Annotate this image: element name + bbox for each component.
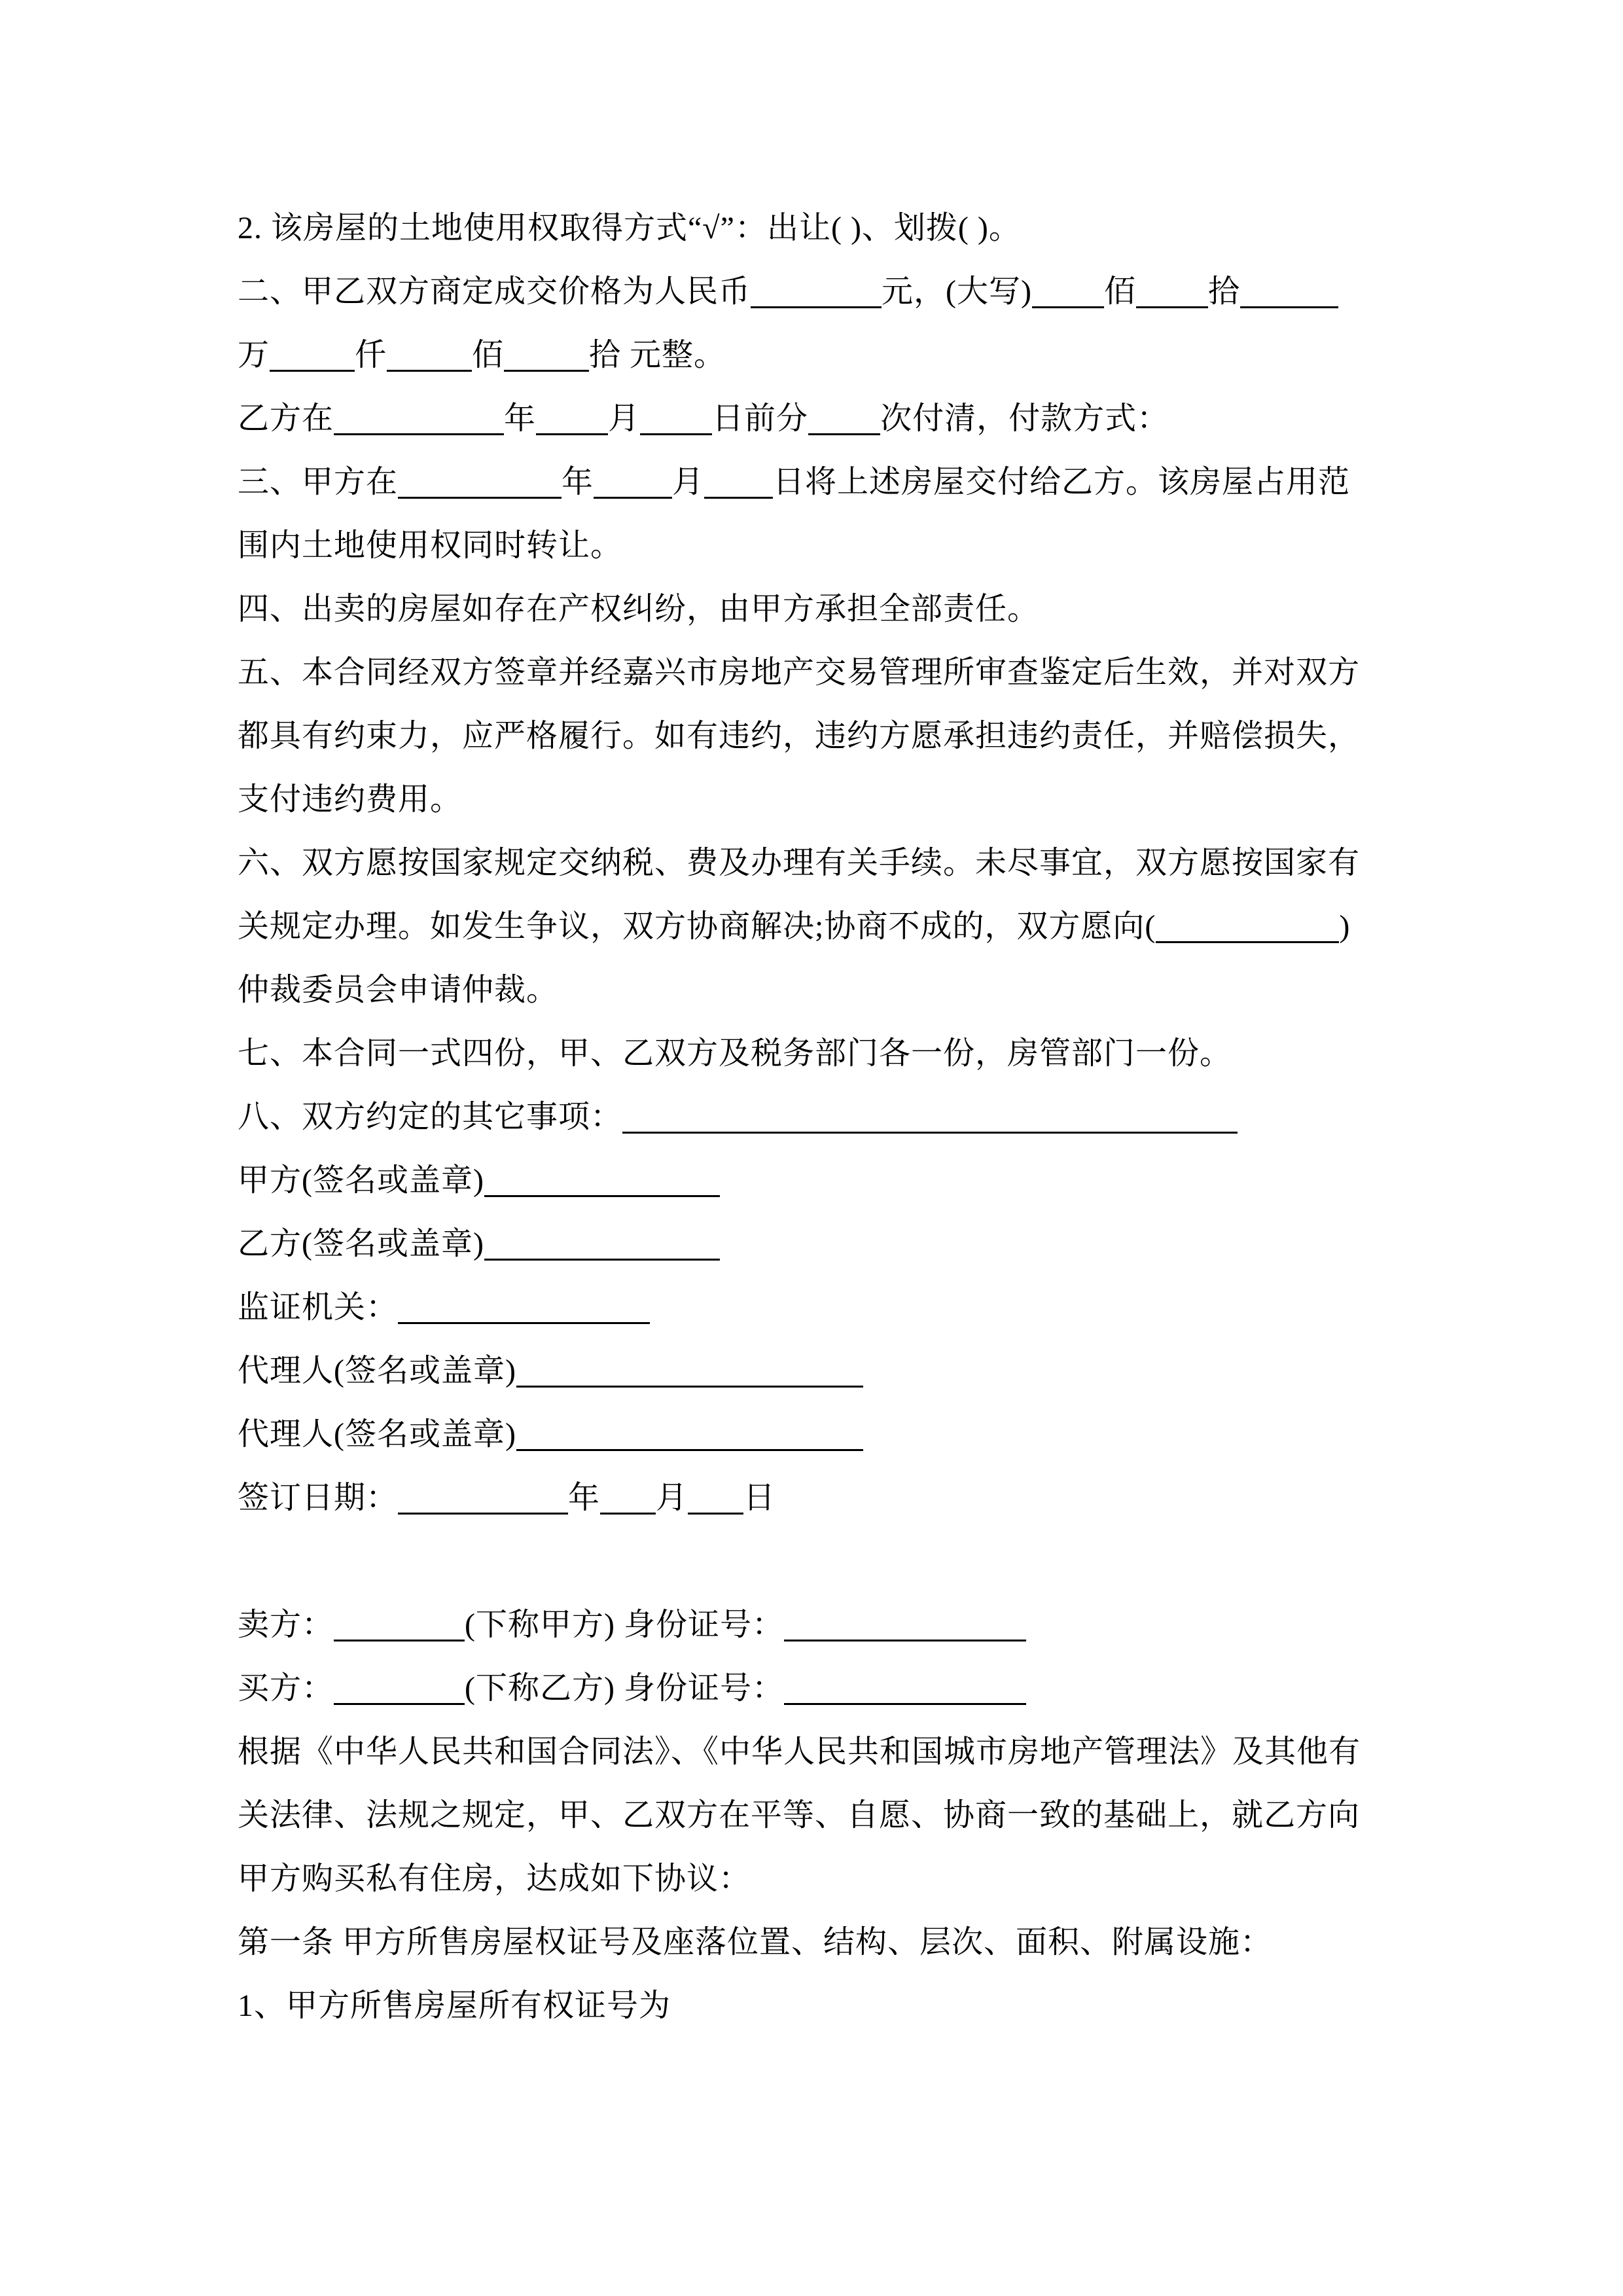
text-run: 拾 元整。 <box>589 338 726 372</box>
text-run: 关法律、法规之规定，甲、乙双方在平等、自愿、协商一致的基础上，就乙方向 <box>238 1798 1361 1833</box>
fill-in-blank <box>398 1293 650 1324</box>
text-run: 佰 <box>1104 274 1137 309</box>
fill-in-blank <box>484 1166 720 1197</box>
text-run: 1、甲方所售房屋所有权证号为 <box>238 1988 671 2023</box>
article-1-heading <box>238 1910 1416 1974</box>
text-run: 月 <box>672 465 705 499</box>
clause-3-delivery-line-1 <box>238 450 1416 514</box>
text-run: 支付违约费用。 <box>238 782 463 817</box>
fill-in-blank <box>504 341 589 372</box>
fill-in-blank <box>536 404 608 435</box>
party-b-signature <box>238 1212 1416 1276</box>
fill-in-blank <box>334 404 504 435</box>
fill-in-blank <box>334 1674 465 1705</box>
clause-5-line-3 <box>238 768 1416 831</box>
fill-in-blank <box>704 468 773 499</box>
text-run: 拾 <box>1208 274 1241 309</box>
fill-in-blank <box>622 1103 1238 1134</box>
item-2-land-use-method <box>238 196 1416 260</box>
text-run: (下称甲方) 身份证号： <box>465 1607 784 1642</box>
fill-in-blank <box>334 1611 465 1641</box>
fill-in-blank <box>600 1484 656 1515</box>
clause-8-other-matters <box>238 1085 1416 1149</box>
text-run: 月 <box>656 1480 688 1515</box>
fill-in-blank <box>1156 912 1339 943</box>
party-a-signature <box>238 1149 1416 1212</box>
text-run: 年 <box>562 465 594 499</box>
preamble-line-3 <box>238 1847 1416 1910</box>
fill-in-blank <box>516 1357 863 1388</box>
text-run: 五、本合同经双方签章并经嘉兴市房地产交易管理所审查鉴定后生效，并对双方 <box>238 655 1361 690</box>
agent-signature-2 <box>238 1403 1416 1466</box>
text-run: 甲方(签名或盖章) <box>238 1163 484 1198</box>
text-run: 六、双方愿按国家规定交纳税、费及办理有关手续。未尽事宜，双方愿按国家有 <box>238 846 1361 880</box>
buyer-info <box>238 1657 1416 1720</box>
text-run: 第一条 甲方所售房屋权证号及座落位置、结构、层次、面积、附属设施： <box>238 1925 1273 1960</box>
preamble-line-1 <box>238 1720 1416 1784</box>
fill-in-blank <box>398 1484 568 1515</box>
text-run: 买方： <box>238 1671 334 1706</box>
text-run: 八、双方约定的其它事项： <box>238 1100 623 1134</box>
text-run: 都具有约束力，应严格履行。如有违约，违约方愿承担违约责任，并赔偿损失， <box>238 719 1361 753</box>
text-run: 甲方购买私有住房，达成如下协议： <box>238 1861 751 1896</box>
text-run: (下称乙方) 身份证号： <box>465 1671 784 1706</box>
seller-info <box>238 1593 1416 1657</box>
fill-in-blank <box>270 341 355 372</box>
fill-in-blank <box>387 341 472 372</box>
article-1-item-1 <box>238 1974 1416 2037</box>
clause-6-line-2 <box>238 895 1416 958</box>
text-run: 监证机关： <box>238 1290 399 1325</box>
text-run: 月 <box>608 401 641 436</box>
blank-line <box>238 1530 1416 1593</box>
text-run: 三、甲方在 <box>238 465 399 499</box>
clause-5-line-2 <box>238 704 1416 768</box>
text-run: 代理人(签名或盖章) <box>238 1417 516 1452</box>
text-run: 日 <box>743 1480 776 1515</box>
signing-date <box>238 1466 1416 1530</box>
fill-in-blank <box>688 1484 743 1515</box>
text-run: 2. 该房屋的土地使用权取得方式“√”：出让( )、划拨( )。 <box>238 211 1021 245</box>
fill-in-blank <box>484 1230 720 1261</box>
clause-2-price-line-1 <box>238 260 1416 323</box>
text-run: 次付清，付款方式： <box>880 401 1169 436</box>
fill-in-blank <box>640 404 712 435</box>
text-run: 签订日期： <box>238 1480 399 1515</box>
text-run: 代理人(签名或盖章) <box>238 1354 516 1388</box>
fill-in-blank <box>516 1420 863 1451</box>
fill-in-blank <box>808 404 880 435</box>
text-run: 年 <box>504 401 537 436</box>
text-run: 元，(大写) <box>882 274 1032 309</box>
text-run: 根据《中华人民共和国合同法》、《中华人民共和国城市房地产管理法》及其他有 <box>238 1734 1361 1769</box>
fill-in-blank <box>1032 278 1104 308</box>
notary-authority <box>238 1276 1416 1339</box>
text-run: 万 <box>238 338 270 372</box>
fill-in-blank <box>751 278 882 308</box>
clause-6-line-3 <box>238 958 1416 1022</box>
clause-6-line-1 <box>238 831 1416 895</box>
preamble-line-2 <box>238 1784 1416 1847</box>
text-run: 仲裁委员会申请仲裁。 <box>238 973 559 1007</box>
text-run: 二、甲乙双方商定成交价格为人民币 <box>238 274 751 309</box>
fill-in-blank <box>1136 278 1208 308</box>
clause-2-price-line-2 <box>238 323 1416 387</box>
contract-text-block <box>238 196 1416 2037</box>
text-run: 乙方在 <box>238 401 334 436</box>
text-run: 佰 <box>472 338 505 372</box>
clause-2-payment <box>238 387 1416 450</box>
fill-in-blank <box>1240 278 1338 308</box>
text-run: 四、出卖的房屋如存在产权纠纷，由甲方承担全部责任。 <box>238 592 1040 626</box>
text-run: 日将上述房屋交付给乙方。该房屋占用范 <box>773 465 1351 499</box>
clause-4-ownership-dispute <box>238 577 1416 641</box>
clause-5-line-1 <box>238 641 1416 704</box>
text-run: 日前分 <box>712 401 809 436</box>
text-run: 乙方(签名或盖章) <box>238 1227 484 1261</box>
fill-in-blank <box>398 468 562 499</box>
fill-in-blank <box>594 468 672 499</box>
text-run: 年 <box>568 1480 601 1515</box>
clause-7-copies <box>238 1022 1416 1085</box>
text-run: 七、本合同一式四份，甲、乙双方及税务部门各一份，房管部门一份。 <box>238 1036 1232 1071</box>
text-run: 关规定办理。如发生争议，双方协商解决;协商不成的，双方愿向( <box>238 909 1156 944</box>
fill-in-blank <box>784 1674 1026 1705</box>
text-run: 卖方： <box>238 1607 334 1642</box>
clause-3-delivery-line-2 <box>238 514 1416 577</box>
text-run: 仟 <box>355 338 387 372</box>
fill-in-blank <box>784 1611 1026 1641</box>
text-run: ) <box>1339 909 1351 944</box>
text-run: 围内土地使用权同时转让。 <box>238 528 623 563</box>
agent-signature-1 <box>238 1339 1416 1403</box>
